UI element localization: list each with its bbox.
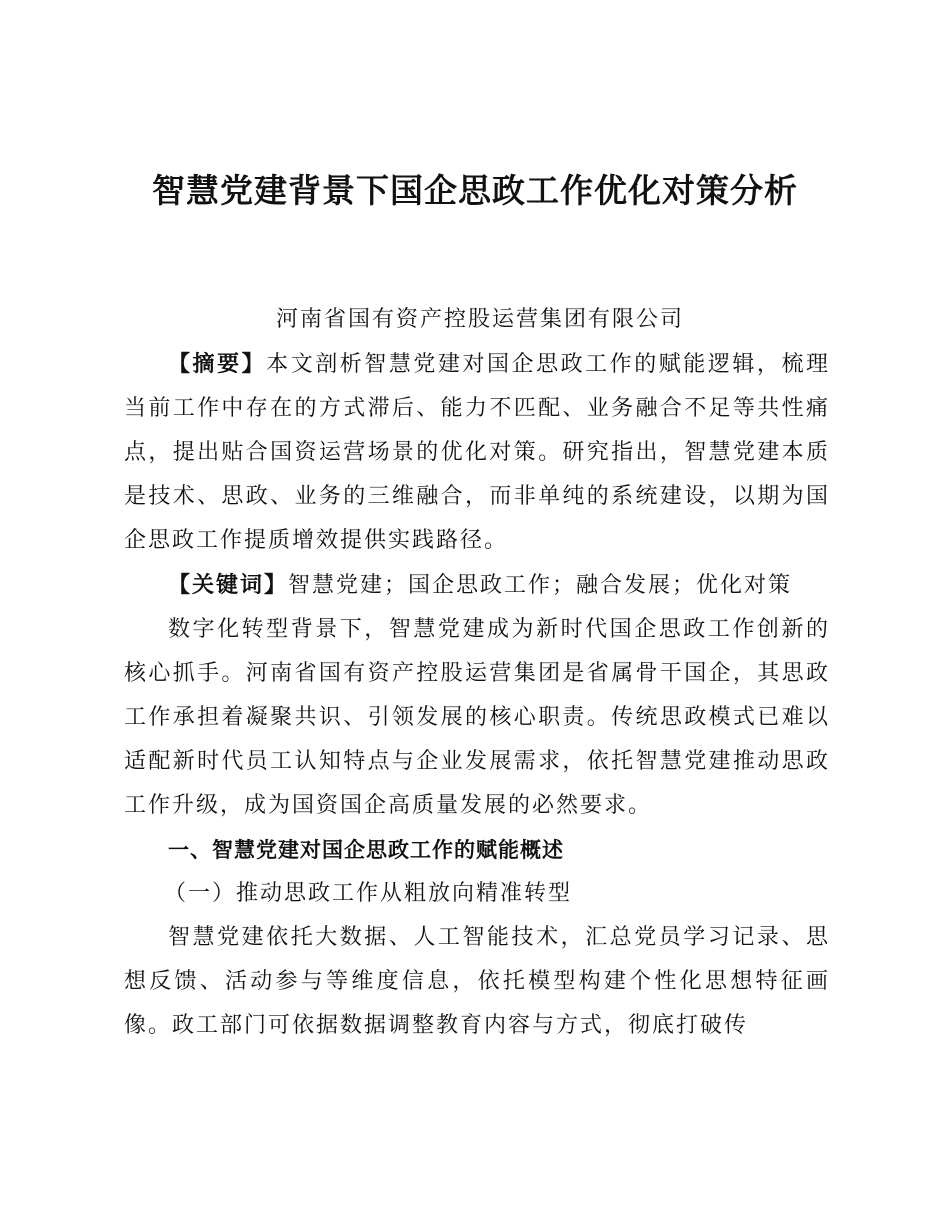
abstract-text: 本文剖析智慧党建对国企思政工作的赋能逻辑，梳理当前工作中存在的方式滞后、能力不匹配、业务融合不足等共性痛点，提出贴合国资运营场景的优化对策。研究指出，智慧党建本质是技术、思政、业务的三维融合，而非单纯的系统建设，以期为国企思政工作提质增效提供实践路径。 [124,352,830,553]
document-body [124,342,830,1048]
abstract-label: 【摘要】 [168,351,267,377]
subsection-heading: （一）推动思政工作从粗放向精准转型 [164,881,573,906]
abstract-paragraph [124,342,830,563]
keywords-paragraph [124,563,830,608]
organization-name: 河南省国有资产控股运营集团有限公司 [275,307,684,332]
keywords-text: 智慧党建；国企思政工作；融合发展；优化对策 [288,573,793,598]
keywords-label: 【关键词】 [168,572,289,598]
section-heading: 一、智慧党建对国企思政工作的赋能概述 [168,838,564,862]
intro-paragraph: 数字化转型背景下，智慧党建成为新时代国企思政工作创新的核心抓手。河南省国有资产控股运营集团是省属骨干国企，其思政工作承担着凝聚共识、引领发展的核心职责。传统思政模式已难以适配新时代员工认知特点与企业发展需求，依托智慧党建推动思政工作升级，成为国资国企高质量发展的必然要求。 [124,617,830,818]
document-title: 智慧党建背景下国企思政工作优化对策分析 [152,171,798,210]
subsection-paragraph: 智慧党建依托大数据、人工智能技术，汇总党员学习记录、思想反馈、活动参与等维度信息，依托模型构建个性化思想特征画像。政工部门可依据数据调整教育内容与方式，彻底打破传 [124,925,830,1038]
